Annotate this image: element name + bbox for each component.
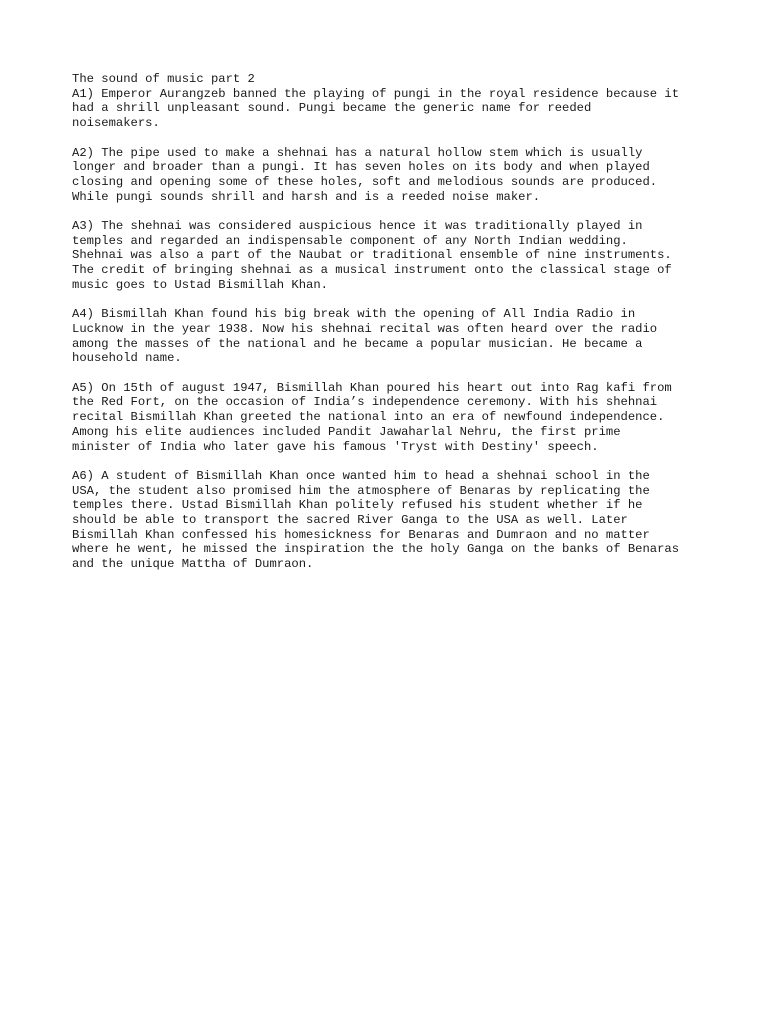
paragraph-line: A4) Bismillah Khan found his big break with the opening of All India Radio in <box>72 307 636 322</box>
paragraph-line: Among his elite audiences included Pandit Jawaharlal Nehru, the first prime <box>72 424 621 439</box>
document-title: The sound of music part 2 <box>72 72 255 86</box>
paragraph-line: music goes to Ustad Bismillah Khan. <box>72 277 328 292</box>
paragraph-line: and the unique Mattha of Dumraon. <box>72 557 314 572</box>
paragraph-line: A1) Emperor Aurangzeb banned the playing of pungi in the royal residence because it <box>72 86 680 101</box>
paragraph-line: minister of India who later gave his famous 'Tryst with Destiny' speech. <box>72 439 599 454</box>
paragraph-line: should be able to transport the sacred River Ganga to the USA as well. Later <box>72 513 628 528</box>
answer-paragraph-a3 <box>72 219 712 293</box>
paragraph-line: Bismillah Khan confessed his homesickness for Benaras and Dumraon and no matter <box>72 527 650 542</box>
answer-paragraph-a1 <box>72 87 712 131</box>
paragraph-line: recital Bismillah Khan greeted the national into an era of newfound independence. <box>72 410 665 425</box>
paragraph-line: household name. <box>72 351 182 366</box>
answer-paragraph-a6 <box>72 469 712 572</box>
paragraph-line: A2) The pipe used to make a shehnai has a natural hollow stem which is usually <box>72 145 643 160</box>
answer-paragraph-a2 <box>72 146 712 205</box>
paragraph-line: where he went, he missed the inspiration the the holy Ganga on the banks of Benaras <box>72 542 680 557</box>
paragraph-line: temples and regarded an indispensable component of any North Indian wedding. <box>72 233 628 248</box>
paragraph-line: A3) The shehnai was considered auspicious hence it was traditionally played in <box>72 219 643 233</box>
paragraph-line: While pungi sounds shrill and harsh and is a reeded noise maker. <box>72 189 541 204</box>
paragraph-line: longer and broader than a pungi. It has seven holes on its body and when played <box>72 160 650 175</box>
paragraph-line: USA, the student also promised him the atmosphere of Benaras by replicating the <box>72 483 650 498</box>
paragraph-line: temples there. Ustad Bismillah Khan politely refused his student whether if he <box>72 498 643 513</box>
answer-paragraph-a4 <box>72 307 712 366</box>
paragraph-line: had a shrill unpleasant sound. Pungi became the generic name for reeded <box>72 101 592 116</box>
paragraph-line: closing and opening some of these holes, soft and melodious sounds are produced. <box>72 174 658 189</box>
paragraph-line: noisemakers. <box>72 116 160 131</box>
paragraph-line: A5) On 15th of august 1947, Bismillah Khan poured his heart out into Rag kafi from <box>72 380 672 395</box>
paragraph-line: The credit of bringing shehnai as a musical instrument onto the classical stage of <box>72 263 672 278</box>
paragraph-line: A6) A student of Bismillah Khan once wanted him to head a shehnai school in the <box>72 468 650 483</box>
document-title-block <box>72 72 712 87</box>
answer-paragraph-a5 <box>72 381 712 455</box>
paragraph-line: Shehnai was also a part of the Naubat or traditional ensemble of nine instruments. <box>72 248 672 263</box>
document-page <box>72 72 712 587</box>
paragraph-line: the Red Fort, on the occasion of India’s independence ceremony. With his shehnai <box>72 395 658 410</box>
paragraph-line: among the masses of the national and he became a popular musician. He became a <box>72 336 643 351</box>
paragraph-line: Lucknow in the year 1938. Now his shehnai recital was often heard over the radio <box>72 321 658 336</box>
